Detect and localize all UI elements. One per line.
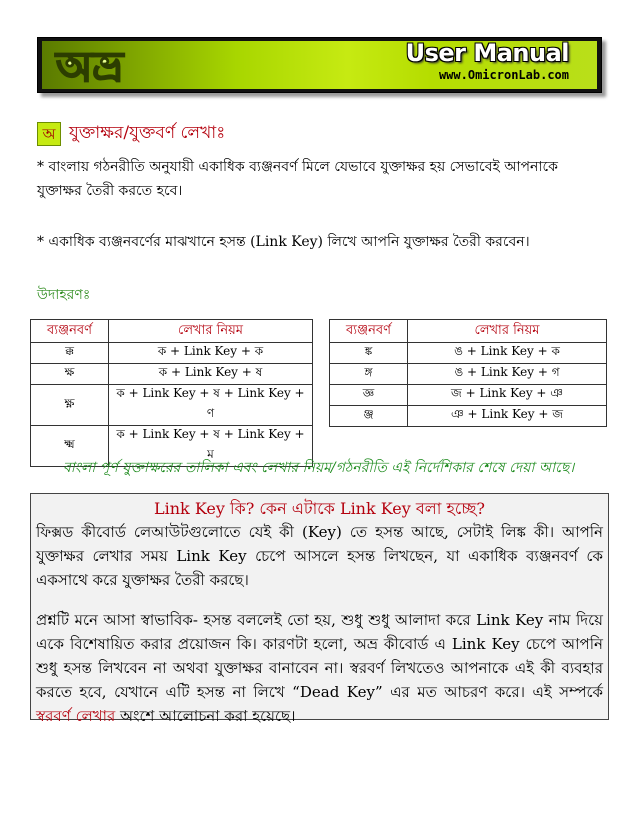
full-list-note: বাংলা পূর্ণ যুক্তাক্ষরের তালিকা এবং লেখার নিয়ম/গঠনরীতি এই নির্দেশিকার শেষে দেয়া আছে। <box>63 460 575 476</box>
table-row <box>31 343 313 364</box>
conjunct-table-left <box>30 319 313 467</box>
rule-cell: ক + Link Key + ক <box>109 343 313 364</box>
column-header-consonant: ব্যঞ্জনবর্ণ <box>330 320 408 343</box>
conjunct-cell: জ্ঞ <box>330 385 408 406</box>
rule-cell: ঙ + Link Key + ক <box>408 343 607 364</box>
website-url[interactable]: www.OmicronLab.com <box>438 68 569 82</box>
conjunct-cell: ক্ক <box>31 343 109 364</box>
conjunct-table-right <box>329 319 607 427</box>
rule-cell: ক + Link Key + ষ + Link Key + ণ <box>109 385 313 426</box>
info-paragraph-2-end: অংশে আলোচনা করা হয়েছে। <box>115 707 296 725</box>
column-header-consonant: ব্যঞ্জনবর্ণ <box>31 320 109 343</box>
info-box-title: Link Key কি? কেন এটাকে Link Key বলা হচ্ছে? <box>154 499 485 518</box>
link-key-info-box <box>30 493 609 725</box>
rule-cell: জ + Link Key + ঞ <box>408 385 607 406</box>
manual-title: User Manual <box>405 39 569 67</box>
column-header-rule: লেখার নিয়ম <box>109 320 313 343</box>
vowel-writing-link[interactable]: স্বরবর্ণ লেখার <box>36 707 116 725</box>
conjunct-cell: ঞ্জ <box>330 406 408 427</box>
header-banner <box>37 37 602 93</box>
table-header-row <box>330 320 607 343</box>
table-row <box>330 385 607 406</box>
rule-cell: ঙ + Link Key + গ <box>408 364 607 385</box>
info-paragraph-2-main: প্রশ্নটি মনে আসা স্বাভাবিক- হসন্ত বললেই তো হয়, শুধু শুধু আলাদা করে Link Key নাম দিয়ে একে বিশেষায়িত করার প্রয়োজন কি। কারণটা হলো, অভ্র কীবোর্ড এ Link Key চেপে আপনি শুধু হসন্ত লিখবেন না অথবা যুক্তাক্ষর বানাবেন না। স্বরবর্ণ লিখতেও আপনাকে এই কী ব্যবহার করতে হবে, যেখানে এটি হসন্ত না লিখে “Dead Key” এর মত আচরণ করে। এই সম্পর্কে <box>36 611 603 701</box>
rule-paragraph-1: * বাংলায় গঠনরীতি অনুযায়ী একাধিক ব্যঞ্জনবর্ণ মিলে যেভাবে যুক্তাক্ষর হয় সেভাবেই আপনাকে যুক্তাক্ষর তৈরী করতে হবে। <box>37 159 558 199</box>
example-label: উদাহরণঃ <box>37 287 91 303</box>
table-row <box>330 406 607 427</box>
table-row <box>330 364 607 385</box>
conjunct-cell: ক্ষ <box>31 364 109 385</box>
table-row <box>31 385 313 426</box>
table-row <box>31 364 313 385</box>
section-heading-text: যুক্তাক্ষর/যুক্তবর্ণ লেখাঃ <box>69 123 226 143</box>
svg-text:অভ্র: অভ্র <box>56 42 124 89</box>
column-header-rule: লেখার নিয়ম <box>408 320 607 343</box>
conjunct-cell: ঙ্গ <box>330 364 408 385</box>
section-heading <box>37 120 225 148</box>
avro-letter-icon: অ <box>37 122 61 146</box>
conjunct-cell: ঙ্ক <box>330 343 408 364</box>
conjunct-cell: ক্ষ্ণ <box>31 385 109 426</box>
info-paragraph-2 <box>36 608 603 728</box>
rule-cell: ক + Link Key + ষ <box>109 364 313 385</box>
table-header-row <box>31 320 313 343</box>
avro-logo-icon <box>52 39 162 89</box>
rule-cell: ঞ + Link Key + জ <box>408 406 607 427</box>
conjunct-cell: ক্ষ্ম <box>31 426 109 467</box>
rule-paragraph-2: * একাধিক ব্যঞ্জনবর্ণের মাঝখানে হসন্ত (Link Key) লিখে আপনি যুক্তাক্ষর তৈরী করবেন। <box>37 234 530 250</box>
table-row <box>330 343 607 364</box>
rule-cell: ক + Link Key + ষ + Link Key + ম <box>109 426 313 467</box>
info-paragraph-1: ফিক্সড কীবোর্ড লেআউটগুলোতে যেই কী (Key) তে হসন্ত আছে, সেটাই লিঙ্ক কী। আপনি যুক্তাক্ষর লেখার সময় Link Key চেপে আসলে হসন্ত লিখছেন, যা একাধিক ব্যঞ্জনবর্ণ কে একসাথে করে যুক্তাক্ষর তৈরী করছে। <box>36 523 603 589</box>
